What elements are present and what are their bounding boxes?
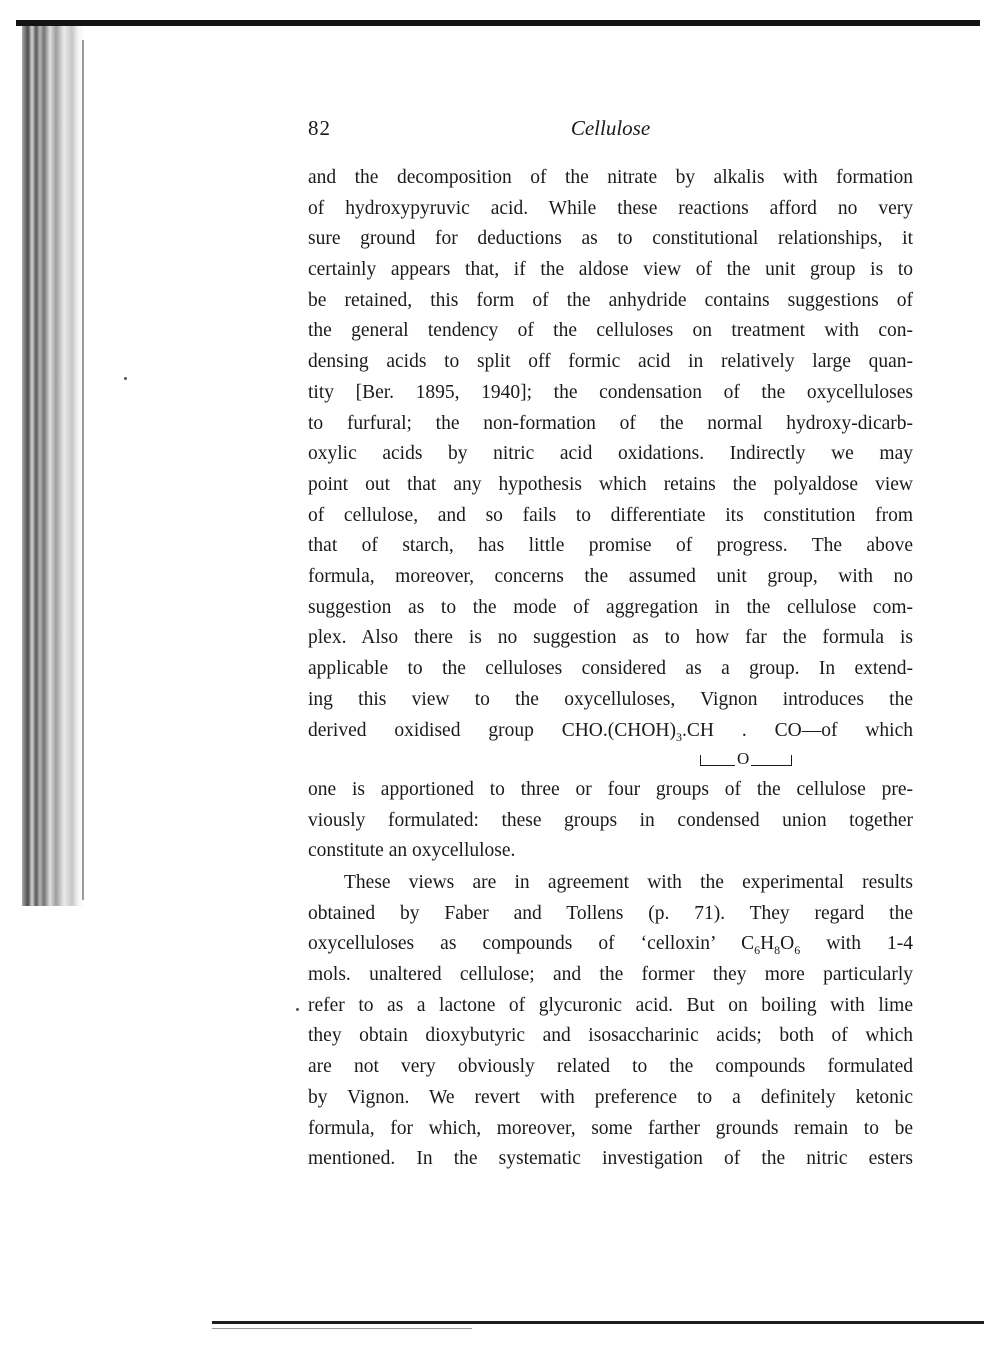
- text-line: of hydroxypyruvic acid. While these reactions afford no very: [308, 197, 913, 219]
- text-line: certainly appears that, if the aldose view of the unit group is to: [308, 259, 913, 281]
- celloxin-text-before: oxycelluloses as compounds of ‘celloxin’ C: [308, 933, 755, 955]
- stray-mark: [124, 377, 127, 380]
- celloxin-subscript: 6: [794, 943, 801, 958]
- text-line: ing this view to the oxycelluloses, Vignon introduces the: [308, 688, 913, 710]
- text-line: viously formulated: these groups in condensed union together: [308, 809, 913, 831]
- text-line: plex. Also there is no suggestion as to how far the formula is: [308, 627, 913, 649]
- celloxin-subscript: 8: [774, 943, 781, 958]
- text-line: [308, 716, 913, 747]
- celloxin-text-after: with 1-4: [800, 933, 913, 955]
- page-header: [308, 116, 913, 148]
- top-page-rule: [16, 20, 980, 26]
- text-line: oxylic acids by nitric acid oxidations. Indirectly we may: [308, 443, 913, 465]
- text-line: mentioned. In the systematic investigation of the nitric esters: [308, 1148, 913, 1170]
- text-line: that of starch, has little promise of progress. The above: [308, 535, 913, 557]
- text-line: they obtain dioxybutyric and isosaccharinic acids; both of which: [308, 1025, 913, 1047]
- text-line: of cellulose, and so fails to differentiate its constitution from: [308, 504, 913, 526]
- text-line: one is apportioned to three or four groups of the cellulose pre-: [308, 779, 913, 800]
- text-line: sure ground for deductions as to constitutional relationships, it: [308, 228, 913, 250]
- text-line: are not very obviously related to the compounds formulated: [308, 1056, 913, 1078]
- text-line: [308, 929, 913, 960]
- formula-subscript: 3: [676, 729, 682, 744]
- text-line: These views are in agreement with the experimental results: [344, 872, 913, 893]
- stray-mark: [296, 1008, 299, 1011]
- bottom-page-rule: [212, 1321, 984, 1324]
- text-line: the general tendency of the celluloses on treatment with con-: [308, 320, 913, 342]
- paragraph-continuation: [308, 775, 913, 867]
- text-line: by Vignon. We revert with preference to a definitely ketonic: [308, 1086, 913, 1108]
- text-line: tity [Ber. 1895, 1940]; the condensation of the oxycelluloses: [308, 381, 913, 403]
- formula-text-after: .CH . CO—of which: [682, 719, 913, 741]
- text-line: mols. unaltered cellulose; and the former they more particularly: [308, 964, 913, 986]
- running-title: Cellulose: [570, 116, 651, 140]
- binding-gutter-line: [82, 40, 84, 900]
- text-line: and the decomposition of the nitrate by alkalis with formation: [308, 167, 913, 188]
- page-number: 82: [308, 116, 331, 140]
- paragraph-body: [308, 163, 913, 715]
- formula-line: [308, 716, 913, 768]
- paragraph-two-rest: [308, 960, 913, 1175]
- text-line: point out that any hypothesis which retains the polyaldose view: [308, 473, 913, 495]
- formula-bridge-oxygen: O: [737, 748, 750, 768]
- formula-bridge: [308, 746, 913, 770]
- text-line: formula, moreover, concerns the assumed unit group, with no: [308, 565, 913, 587]
- celloxin-element-o: O: [780, 933, 795, 955]
- text-line: refer to as a lactone of glycuronic acid. But on boiling with lime: [308, 994, 913, 1016]
- binding-gutter-shadow: [22, 26, 84, 906]
- bottom-page-rule-faint: [212, 1328, 472, 1329]
- text-line: be retained, this form of the anhydride contains suggestions of: [308, 289, 913, 311]
- text-line: suggestion as to the mode of aggregation in the cellulose com-: [308, 596, 913, 618]
- text-line: formula, for which, moreover, some farther grounds remain to be: [308, 1117, 913, 1139]
- celloxin-subscript: 6: [754, 943, 761, 958]
- text-line: applicable to the celluloses considered as a group. In extend-: [308, 658, 913, 679]
- text-line: densing acids to split off formic acid in relatively large quan-: [308, 351, 913, 373]
- text-line: obtained by Faber and Tollens (p. 71). They regard the: [308, 902, 913, 924]
- celloxin-element-h: H: [760, 933, 775, 955]
- text-line: constitute an oxycellulose.: [308, 840, 516, 862]
- formula-text-before: derived oxidised group CHO.(CHOH): [308, 719, 676, 741]
- text-line: to furfural; the non-formation of the normal hydroxy-dicarb-: [308, 412, 913, 434]
- paragraph-two: [308, 868, 913, 1175]
